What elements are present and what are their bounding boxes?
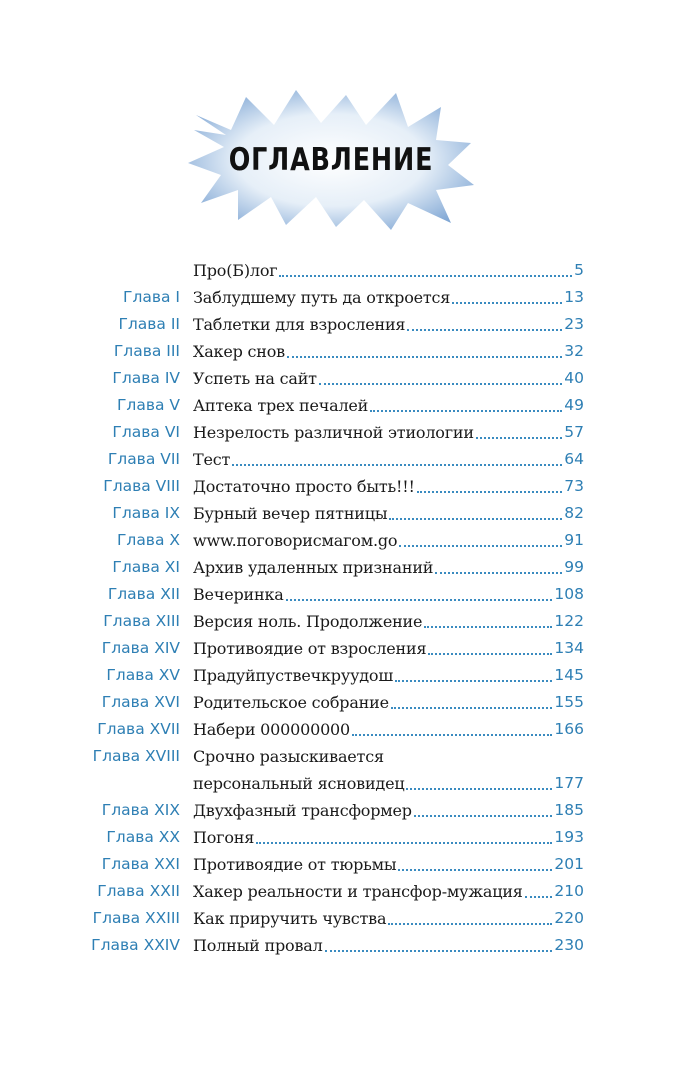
chapter-title: Двухфазный трансформер — [193, 801, 412, 820]
chapter-title: Достаточно просто быть!!! — [193, 477, 415, 496]
toc-row[interactable] — [0, 446, 688, 473]
dot-leader — [325, 950, 553, 952]
chapter-title: Версия ноль. Продолжение — [193, 612, 423, 631]
chapter-title: персональный ясновидец — [193, 774, 405, 793]
dot-leader — [287, 356, 562, 358]
page-number: 177 — [554, 774, 584, 792]
toc-row[interactable] — [0, 419, 688, 446]
page-number: 64 — [564, 450, 584, 468]
chapter-label: Глава VII — [107, 450, 180, 468]
chapter-label: Глава XX — [106, 828, 180, 846]
toc-entry — [193, 338, 584, 365]
toc-entry — [193, 608, 584, 635]
chapter-label: Глава IV — [112, 369, 180, 387]
chapter-title: Успеть на сайт — [193, 369, 317, 388]
toc-row[interactable] — [0, 716, 688, 743]
chapter-title: Хакер снов — [193, 342, 285, 361]
page-number: 82 — [564, 504, 584, 522]
chapter-title: Тест — [193, 450, 231, 469]
toc-entry — [193, 446, 584, 473]
toc-entry — [193, 689, 584, 716]
page-number: 220 — [554, 909, 584, 927]
dot-leader — [452, 302, 562, 304]
dot-leader — [279, 275, 572, 277]
page-number: 134 — [554, 639, 584, 657]
chapter-label: Глава XXIII — [92, 909, 180, 927]
page-number: 13 — [564, 288, 584, 306]
toc-row[interactable] — [0, 689, 688, 716]
table-of-contents — [0, 257, 688, 959]
chapter-label: Глава XIV — [101, 639, 180, 657]
dot-leader — [319, 383, 562, 385]
title-badge — [186, 85, 476, 235]
chapter-title: Про(Б)лог — [193, 261, 278, 280]
chapter-title: Противоядие от тюрьмы — [193, 855, 397, 874]
toc-entry — [193, 365, 584, 392]
chapter-label: Глава XXII — [97, 882, 180, 900]
page-number: 57 — [564, 423, 584, 441]
toc-row[interactable] — [0, 392, 688, 419]
chapter-label: Глава XV — [106, 666, 180, 684]
chapter-label: Глава XI — [112, 558, 180, 576]
page-number: 23 — [564, 315, 584, 333]
toc-entry — [193, 527, 584, 554]
chapter-title: Погоня — [193, 828, 255, 847]
toc-row[interactable] — [0, 635, 688, 662]
toc-row[interactable] — [0, 284, 688, 311]
dot-leader — [428, 653, 552, 655]
chapter-title: www.поговорисмагом.go — [193, 531, 398, 550]
chapter-label: Глава III — [113, 342, 180, 360]
page-number: 185 — [554, 801, 584, 819]
chapter-label: Глава XXI — [101, 855, 180, 873]
toc-entry — [193, 554, 584, 581]
chapter-title: Прадуйпуствечкруудош — [193, 666, 394, 685]
toc-entry — [193, 392, 584, 419]
dot-leader — [389, 518, 562, 520]
toc-row[interactable] — [0, 851, 688, 878]
page-number: 91 — [564, 531, 584, 549]
toc-row[interactable] — [0, 770, 688, 797]
dot-leader — [407, 329, 562, 331]
toc-row[interactable] — [0, 878, 688, 905]
toc-row[interactable] — [0, 257, 688, 284]
toc-entry — [193, 473, 584, 500]
page-number: 5 — [574, 261, 584, 279]
toc-row[interactable] — [0, 554, 688, 581]
toc-entry — [193, 797, 584, 824]
page-number: 73 — [564, 477, 584, 495]
toc-entry — [193, 716, 584, 743]
chapter-label: Глава V — [116, 396, 180, 414]
chapter-label: Глава XIX — [101, 801, 180, 819]
dot-leader — [391, 707, 553, 709]
toc-row[interactable] — [0, 824, 688, 851]
toc-entry — [193, 419, 584, 446]
dot-leader — [435, 572, 562, 574]
dot-leader — [352, 734, 552, 736]
toc-entry — [193, 581, 584, 608]
chapter-title: Полный провал — [193, 936, 323, 955]
toc-row[interactable] — [0, 608, 688, 635]
dot-leader — [256, 842, 552, 844]
chapter-label: Глава XII — [107, 585, 180, 603]
dot-leader — [417, 491, 563, 493]
toc-row[interactable] — [0, 365, 688, 392]
page-number: 32 — [564, 342, 584, 360]
dot-leader — [525, 896, 553, 898]
dot-leader — [399, 545, 562, 547]
chapter-title: Противоядие от взросления — [193, 639, 427, 658]
chapter-label: Глава XIII — [103, 612, 180, 630]
chapter-label: Глава XVI — [101, 693, 180, 711]
dot-leader — [414, 815, 553, 817]
chapter-label: Глава XVII — [97, 720, 180, 738]
page-number: 108 — [554, 585, 584, 603]
dot-leader — [370, 410, 562, 412]
chapter-label: Глава XXIV — [91, 936, 180, 954]
toc-row[interactable] — [0, 905, 688, 932]
page-number: 230 — [554, 936, 584, 954]
chapter-title: Заблудшему путь да откроется — [193, 288, 451, 307]
page-number: 122 — [554, 612, 584, 630]
chapter-label: Глава X — [116, 531, 180, 549]
toc-entry — [193, 851, 584, 878]
chapter-title: Родительское собрание — [193, 693, 389, 712]
chapter-title: Вечеринка — [193, 585, 284, 604]
page-number: 166 — [554, 720, 584, 738]
toc-entry — [193, 284, 584, 311]
page-number: 155 — [554, 693, 584, 711]
toc-row[interactable] — [0, 797, 688, 824]
page-number: 40 — [564, 369, 584, 387]
chapter-label: Глава VIII — [103, 477, 180, 495]
dot-leader — [286, 599, 553, 601]
toc-entry — [193, 770, 584, 797]
chapter-title-line1: Срочно разыскивается — [193, 747, 384, 766]
toc-entry — [193, 500, 584, 527]
dot-leader — [424, 626, 552, 628]
toc-entry — [193, 878, 584, 905]
chapter-label: Глава IX — [112, 504, 180, 522]
dot-leader — [406, 788, 552, 790]
page-number: 201 — [554, 855, 584, 873]
toc-entry — [193, 824, 584, 851]
dot-leader — [232, 464, 562, 466]
chapter-title: Набери 000000000 — [193, 720, 351, 739]
page-number: 193 — [554, 828, 584, 846]
dot-leader — [388, 923, 552, 925]
chapter-title: Архив удаленных признаний — [193, 558, 434, 577]
toc-entry — [193, 311, 584, 338]
chapter-label: Глава II — [118, 315, 180, 333]
toc-row[interactable] — [0, 932, 688, 959]
page-number: 210 — [554, 882, 584, 900]
toc-row-first-line — [0, 743, 688, 770]
chapter-title: Хакер реальности и трансфор-мужация — [193, 882, 523, 901]
chapter-label: Глава XVIII — [92, 747, 180, 765]
toc-entry — [193, 932, 584, 959]
toc-row[interactable] — [0, 662, 688, 689]
chapter-title: Аптека трех печалей — [193, 396, 369, 415]
chapter-label: Глава VI — [112, 423, 180, 441]
toc-row[interactable] — [0, 500, 688, 527]
chapter-label: Глава I — [123, 288, 180, 306]
chapter-title: Бурный вечер пятницы — [193, 504, 388, 523]
toc-entry — [193, 662, 584, 689]
dot-leader — [398, 869, 552, 871]
page-number: 99 — [564, 558, 584, 576]
toc-entry — [193, 257, 584, 284]
chapter-title: Незрелость различной этиологии — [193, 423, 474, 442]
chapter-title: Как приручить чувства — [193, 909, 387, 928]
toc-row[interactable] — [0, 311, 688, 338]
page-number: 49 — [564, 396, 584, 414]
dot-leader — [395, 680, 552, 682]
toc-row[interactable] — [0, 527, 688, 554]
toc-row[interactable] — [0, 473, 688, 500]
toc-row[interactable] — [0, 338, 688, 365]
toc-entry — [193, 905, 584, 932]
chapter-title: Таблетки для взросления — [193, 315, 406, 334]
dot-leader — [476, 437, 562, 439]
toc-row[interactable] — [0, 581, 688, 608]
page-number: 145 — [554, 666, 584, 684]
toc-entry — [193, 635, 584, 662]
page-title: ОГЛАВЛЕНИЕ — [228, 142, 434, 178]
